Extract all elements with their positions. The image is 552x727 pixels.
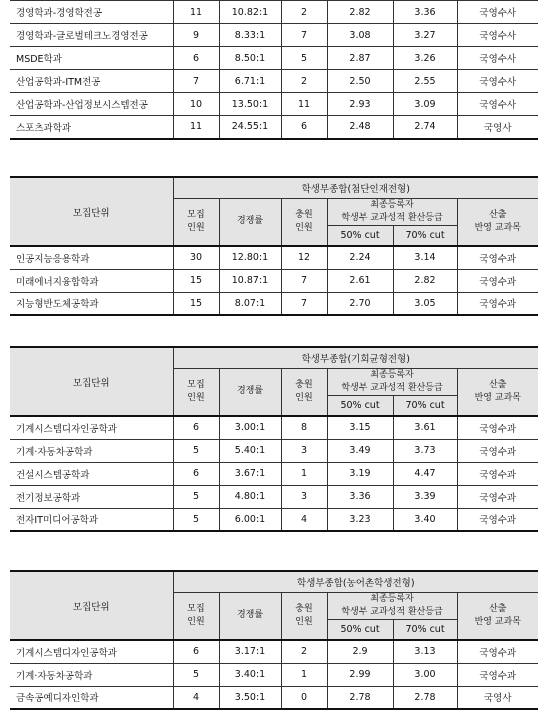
value-cell: 2 <box>281 640 327 663</box>
value-cell: 2.55 <box>393 70 457 93</box>
value-cell: 2.9 <box>327 640 393 663</box>
value-cell: 3.67:1 <box>219 462 281 485</box>
value-cell: 7 <box>173 70 219 93</box>
table-row <box>10 47 538 70</box>
value-cell: 국영수사 <box>457 93 538 116</box>
table-row <box>10 663 538 686</box>
value-cell: 5 <box>281 47 327 70</box>
header-subjects: 산출 반영 교과목 <box>457 198 538 246</box>
value-cell: 8.33:1 <box>219 24 281 47</box>
value-cell: 3.14 <box>393 246 457 269</box>
value-cell: 10.82:1 <box>219 1 281 24</box>
header-unit: 모집단위 <box>10 571 173 640</box>
header-unit: 모집단위 <box>10 177 173 246</box>
header-cut70: 70% cut <box>393 225 457 246</box>
table-row <box>10 462 538 485</box>
value-cell: 2.50 <box>327 70 393 93</box>
table-row <box>10 439 538 462</box>
value-cell: 24.55:1 <box>219 116 281 139</box>
unit-name-cell: 산업공학과-ITM전공 <box>10 70 173 93</box>
value-cell: 7 <box>281 24 327 47</box>
value-cell: 2 <box>281 70 327 93</box>
unit-name-cell: 경영학과-경영학전공 <box>10 1 173 24</box>
header-cut70: 70% cut <box>393 395 457 416</box>
value-cell: 6.71:1 <box>219 70 281 93</box>
value-cell: 2.82 <box>327 1 393 24</box>
value-cell: 국영수사 <box>457 24 538 47</box>
unit-name-cell: 인공지능응용학과 <box>10 246 173 269</box>
value-cell: 국영수과 <box>457 640 538 663</box>
value-cell: 6 <box>173 47 219 70</box>
admission-table-continued <box>10 0 538 140</box>
table-row <box>10 116 538 139</box>
table-row <box>10 1 538 24</box>
unit-name-cell: MSDE학과 <box>10 47 173 70</box>
unit-name-cell: 미래에너지융합학과 <box>10 269 173 292</box>
value-cell: 4.47 <box>393 462 457 485</box>
value-cell: 3.40 <box>393 508 457 531</box>
value-cell: 2.82 <box>393 269 457 292</box>
value-cell: 11 <box>281 93 327 116</box>
value-cell: 2.78 <box>327 686 393 709</box>
value-cell: 3.49 <box>327 439 393 462</box>
value-cell: 3.27 <box>393 24 457 47</box>
value-cell: 5 <box>173 485 219 508</box>
value-cell: 3.05 <box>393 292 457 315</box>
header-cut50: 50% cut <box>327 225 393 246</box>
value-cell: 2.87 <box>327 47 393 70</box>
header-subjects: 산출 반영 교과목 <box>457 592 538 640</box>
value-cell: 3 <box>281 485 327 508</box>
value-cell: 6 <box>173 462 219 485</box>
value-cell: 국영수사 <box>457 1 538 24</box>
value-cell: 3.39 <box>393 485 457 508</box>
header-cut70: 70% cut <box>393 619 457 640</box>
value-cell: 11 <box>173 1 219 24</box>
value-cell: 3.23 <box>327 508 393 531</box>
value-cell: 3.08 <box>327 24 393 47</box>
header-recruit: 모집 인원 <box>173 592 219 640</box>
value-cell: 3.50:1 <box>219 686 281 709</box>
value-cell: 5.40:1 <box>219 439 281 462</box>
value-cell: 7 <box>281 269 327 292</box>
value-cell: 4 <box>281 508 327 531</box>
header-final: 최종등록자 학생부 교과성적 환산등급 <box>327 592 457 619</box>
value-cell: 8.07:1 <box>219 292 281 315</box>
value-cell: 2.24 <box>327 246 393 269</box>
unit-name-cell: 기계·자동차공학과 <box>10 663 173 686</box>
value-cell: 3.36 <box>393 1 457 24</box>
admission-table-rural-students <box>10 570 538 710</box>
value-cell: 6 <box>173 640 219 663</box>
value-cell: 국영수과 <box>457 246 538 269</box>
unit-name-cell: 기계·자동차공학과 <box>10 439 173 462</box>
value-cell: 13.50:1 <box>219 93 281 116</box>
unit-name-cell: 기계시스템디자인공학과 <box>10 640 173 663</box>
value-cell: 30 <box>173 246 219 269</box>
unit-name-cell: 전기정보공학과 <box>10 485 173 508</box>
header-recruit: 모집 인원 <box>173 198 219 246</box>
value-cell: 2 <box>281 1 327 24</box>
value-cell: 2.61 <box>327 269 393 292</box>
value-cell: 15 <box>173 292 219 315</box>
header-title: 학생부종합(첨단인재전형) <box>173 177 538 198</box>
value-cell: 3.15 <box>327 416 393 439</box>
value-cell: 12 <box>281 246 327 269</box>
value-cell: 2.99 <box>327 663 393 686</box>
value-cell: 3.09 <box>393 93 457 116</box>
value-cell: 15 <box>173 269 219 292</box>
unit-name-cell: 스포츠과학과 <box>10 116 173 139</box>
value-cell: 4 <box>173 686 219 709</box>
value-cell: 9 <box>173 24 219 47</box>
value-cell: 3.36 <box>327 485 393 508</box>
value-cell: 8 <box>281 416 327 439</box>
header-title: 학생부종합(농어촌학생전형) <box>173 571 538 592</box>
value-cell: 0 <box>281 686 327 709</box>
value-cell: 12.80:1 <box>219 246 281 269</box>
value-cell: 국영사 <box>457 116 538 139</box>
value-cell: 3.61 <box>393 416 457 439</box>
unit-name-cell: 금속공예디자인학과 <box>10 686 173 709</box>
value-cell: 3.26 <box>393 47 457 70</box>
value-cell: 4.80:1 <box>219 485 281 508</box>
unit-name-cell: 지능형반도체공학과 <box>10 292 173 315</box>
value-cell: 10.87:1 <box>219 269 281 292</box>
value-cell: 국영수과 <box>457 269 538 292</box>
table-row <box>10 93 538 116</box>
unit-name-cell: 경영학과-글로벌테크노경영전공 <box>10 24 173 47</box>
value-cell: 5 <box>173 508 219 531</box>
value-cell: 국영수과 <box>457 292 538 315</box>
header-competition: 경쟁률 <box>219 368 281 416</box>
table-row <box>10 508 538 531</box>
value-cell: 2.78 <box>393 686 457 709</box>
admission-table-advanced-talent <box>10 176 538 316</box>
value-cell: 국영수과 <box>457 663 538 686</box>
value-cell: 3.17:1 <box>219 640 281 663</box>
value-cell: 6 <box>173 416 219 439</box>
value-cell: 10 <box>173 93 219 116</box>
table-row <box>10 292 538 315</box>
value-cell: 국영수사 <box>457 47 538 70</box>
value-cell: 11 <box>173 116 219 139</box>
header-final: 최종등록자 학생부 교과성적 환산등급 <box>327 368 457 395</box>
value-cell: 3.40:1 <box>219 663 281 686</box>
unit-name-cell: 건설시스템공학과 <box>10 462 173 485</box>
table-row <box>10 70 538 93</box>
table-row <box>10 485 538 508</box>
header-extra: 충원 인원 <box>281 198 327 246</box>
value-cell: 7 <box>281 292 327 315</box>
header-title: 학생부종합(기회균형전형) <box>173 347 538 368</box>
value-cell: 3.19 <box>327 462 393 485</box>
value-cell: 국영사 <box>457 686 538 709</box>
unit-name-cell: 전자IT미디어공학과 <box>10 508 173 531</box>
value-cell: 3.13 <box>393 640 457 663</box>
table-row <box>10 269 538 292</box>
value-cell: 국영수과 <box>457 439 538 462</box>
value-cell: 3.00:1 <box>219 416 281 439</box>
header-extra: 충원 인원 <box>281 368 327 416</box>
value-cell: 6 <box>281 116 327 139</box>
value-cell: 6.00:1 <box>219 508 281 531</box>
admission-table-equal-opportunity <box>10 346 538 532</box>
value-cell: 8.50:1 <box>219 47 281 70</box>
value-cell: 국영수사 <box>457 70 538 93</box>
unit-name-cell: 산업공학과-산업정보시스템전공 <box>10 93 173 116</box>
table-row <box>10 640 538 663</box>
value-cell: 국영수과 <box>457 462 538 485</box>
value-cell: 1 <box>281 462 327 485</box>
header-unit: 모집단위 <box>10 347 173 416</box>
value-cell: 2.70 <box>327 292 393 315</box>
value-cell: 1 <box>281 663 327 686</box>
value-cell: 3.73 <box>393 439 457 462</box>
unit-name-cell: 기계시스템디자인공학과 <box>10 416 173 439</box>
table-row <box>10 416 538 439</box>
header-cut50: 50% cut <box>327 619 393 640</box>
header-recruit: 모집 인원 <box>173 368 219 416</box>
value-cell: 국영수과 <box>457 485 538 508</box>
value-cell: 3.00 <box>393 663 457 686</box>
header-competition: 경쟁률 <box>219 198 281 246</box>
value-cell: 국영수과 <box>457 508 538 531</box>
header-extra: 충원 인원 <box>281 592 327 640</box>
header-final: 최종등록자 학생부 교과성적 환산등급 <box>327 198 457 225</box>
value-cell: 국영수과 <box>457 416 538 439</box>
value-cell: 5 <box>173 439 219 462</box>
value-cell: 3 <box>281 439 327 462</box>
value-cell: 2.74 <box>393 116 457 139</box>
header-subjects: 산출 반영 교과목 <box>457 368 538 416</box>
value-cell: 5 <box>173 663 219 686</box>
table-row <box>10 246 538 269</box>
table-row <box>10 24 538 47</box>
value-cell: 2.48 <box>327 116 393 139</box>
table-row <box>10 686 538 709</box>
value-cell: 2.93 <box>327 93 393 116</box>
header-cut50: 50% cut <box>327 395 393 416</box>
header-competition: 경쟁률 <box>219 592 281 640</box>
